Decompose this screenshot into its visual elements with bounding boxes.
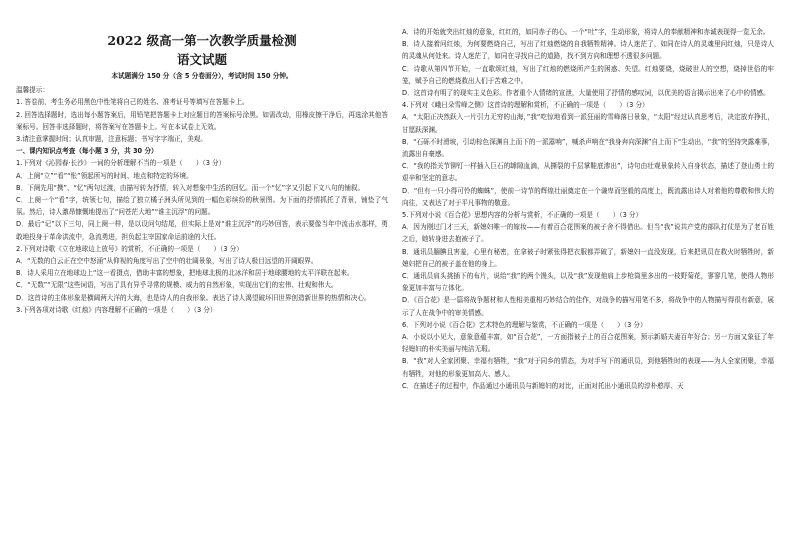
reminder-heading: 温馨提示： [16, 86, 49, 95]
question-stem: 3.下列各项对诗歌《红烛》内容理解不正确的一项是（ ）（3 分） [16, 305, 217, 314]
tip-item: 2. 回答选择题时，选出每小题答案后，用铅笔把答题卡上对应题目的答案标号涂黑。如需改动，用橡皮擦干净后，再选涂其他答案标号。回答非选择题时，将答案写在答题卡上。写在本试卷上无效。 [16, 110, 388, 131]
exam-title: 2022 级高一第一次教学质量检测 [107, 33, 297, 48]
question-stem: 6．下列对小说《百合花》艺术特色的理解与鉴赏，不正确的一项是（ ）（3 分） [402, 320, 647, 329]
question-option: A．小说以小见大，意象意蕴丰富，如“百合花”，一方面指被子上的百合花图案，预示新婚夫妻百年好合；另一方面又象征了年轻媳妇的朴实美丽与纯洁无瑕。 [402, 333, 774, 354]
question-option: D．这首诗有明了的现实主义色彩。作者重个人情绪的宣泄，大量使用了抒情的感叹词，以优美的语言揭示出来了心中的情感。 [402, 89, 770, 98]
question-option: B．通讯员腼腆且害羞，心里有秘密，在拿被子时紧张得把衣服都弄破了，新媳妇一直没发现，后来把讯员在救火时牺牲时，新媳妇把自己的被子盖在他的身上。 [402, 247, 774, 268]
question-option: C．通讯员肩头挑插下的布片，说给“我”的两个馒头，以及“我”发现他肩上步枪筒里多出的一枝野菊花，寥寥几笔，使得人物形象更加丰富与立体化。 [402, 272, 774, 293]
question-option: A．诗的开始就突出红烛的意象，红红的，如同赤子的心。一个“吐”字，生动形象，将诗人的奉献精神和赤诚表现得一览无余。 [402, 28, 770, 36]
question-option: A．因为刚过门才三天，新媳妇唯一的嫁妆——有着百合花图案的被子舍不得借出。但当“我”说共产党的部队打仗是为了老百姓之后，她转身进去抱被子了。 [402, 223, 774, 244]
question-stem: 2.下列对诗歌《立在地球边上放号》的赏析，不正确的一项是（ ）（3 分） [16, 244, 243, 253]
question-stem: 4.下列对《峨日朵雪峰之侧》这首诗的理解和赏析，不正确的一项是（ ）（3 分） [402, 101, 649, 110]
question-option: C．诗歌从第四节开始，一直歌颂红烛，写出了红烛的燃烧所产生的困惑、失望。红烛要烧，烧破世人的空想，烧掉世俗的牢笼，赋予自己的燃烧救出人们于苦难之中。 [402, 64, 774, 85]
exam-note: 本试题满分 150 分（含 5 分卷面分），考试时间 150 分钟。 [111, 72, 293, 80]
question-option: B．“石砾不时滑坡，引动棕色深渊自上而下的一派嚣响”，喊杀声响在“我身奔向深渊”自上而下“生动出，“我”的坚持突露难事，流露出自豪感。 [402, 137, 774, 159]
question-option: D．这首诗的主体形象是横阔两大洋的大海，也是诗人的自我形象。表达了诗人渴望破坏旧世界创造新世界的热情和决心。 [16, 293, 371, 302]
question-option: C．在描述子的过程中，作品通过小通讯员与新媳妇的对比，正面对托出小通讯员的淳朴憨厚、天 [402, 381, 684, 390]
question-option: A．“无数的白云正在空中怒涌”从仰视的角度写出了空中的壮阔景象，写出了诗人极目远望的开阔眼界。 [16, 257, 318, 266]
left-column [16, 26, 388, 316]
question-option: B．诗人采用立在地球边上“这一看摄点，借助丰富的想象，把地球北极的北冰洋和居于地球腰地的太平洋联在起来。 [16, 269, 354, 278]
question-option: A．上阕“立”“看”“怅”领起所写的时间、地点和特定的环境。 [16, 171, 193, 180]
question-option: C．“我的指关节铆钉一样插入巨石的罅隙血滴，从撕裂的千层掌鞋底渗出”，诗句由壮观景象转入自身状态，描述了登山勇士的艰辛和坚定的意志。 [402, 162, 774, 183]
question-option: C．“无数”“无限”这些词语，写出了具有异乎寻常的规模、威力的自然形象，实现出它们的宏伟、壮观和伟大。 [16, 281, 338, 290]
question-stem: 5.下列对小说《百合花》思想内容的分析与赏析，不正确的一项是（ ）（3 分） [402, 211, 643, 220]
question-option: B．“我”对人全家团聚、幸福有牺牲，“我”对于同乡的情态，为对手写下的通讯员，到他牺牲时的表现——为人全家团聚，幸福有牺牲，对他的形象更加高大、感人。 [402, 357, 774, 378]
tip-item: 1. 答卷前，考生务必用黑色中性笔将自己的姓名、准考证号等填写在答题卡上。 [16, 98, 249, 107]
question-stem: 1.下列对《沁园春·长沙》一词的分析理解不当的一项是（ ）（3 分） [16, 159, 226, 168]
tip-item: 3.请注意掌握时间；认真审题，注意标题；书写字字端正，美观。 [16, 135, 207, 144]
section-heading: 一、课内知识点考查（每小题 3 分，共 30 分） [16, 147, 158, 156]
question-option: B．诗人接着问红烛，为何要燃烧自己，写出了红烛燃烧的自我牺牲精神。诗人迷茫了，如同在诗人的灵魂里问红烛，只是诗人的灵魂从何处来。诗人迷茫了，如同在寻找自己的道路，找不到方向和理想不透很多问题。 [402, 40, 774, 61]
right-column [402, 26, 774, 392]
question-option: D．《百合花》是一篇将战争题材和人性相美重相巧妙结合的佳作，对战争的描写用笔不多，将战争中的人物描写得很有新意，展示了人在战争中的审美情感。 [402, 296, 774, 317]
exam-subtitle: 语文试题 [176, 52, 227, 67]
question-option: D．“但有一只小得可怜的蜘蛛”，使前一诗节的辉煌壮丽奠定在一个谦卑而坚毅的高度上，既流露出诗人对着他的尊敬和伟大的向往，又表达了对于平凡事物的敬意。 [402, 186, 774, 207]
question-option: C．上阕一个“看”字，统领七句，描绘了独立橘子洲头所见到的一幅色彩缤纷的秋景图。为下面的抒情抓托了背景，铺垫了气氛。然后，诗人激昂慷慨地提出了“问苍茫大地”“谁主沉浮”的问题。 [16, 196, 388, 217]
question-option: B．下阕先用“携”、“忆”两句过渡，由描写转为抒情，转入对想象中生活的回忆。而一个“忆”字又引起下文八句的铺叙。 [16, 183, 365, 192]
question-option: D．最后“记”以下三句，同上阕一样，是以设问句结尾，但实际上是对“谁主沉浮”的巧妙回答，表示要像当年中流击水那样，勇敢地投身于革命洪流中，急流勇进，担负起主宰国家命运前途的大任。 [16, 220, 388, 241]
question-option: A．“太阳正决然跃入一片引力无穷的山海，”我“吃惊地看到一派狂丽的雪峰落日景象，“太阳”经过认真思考后，决定放弃挣扎，甘愿跃深渊。 [402, 113, 774, 134]
